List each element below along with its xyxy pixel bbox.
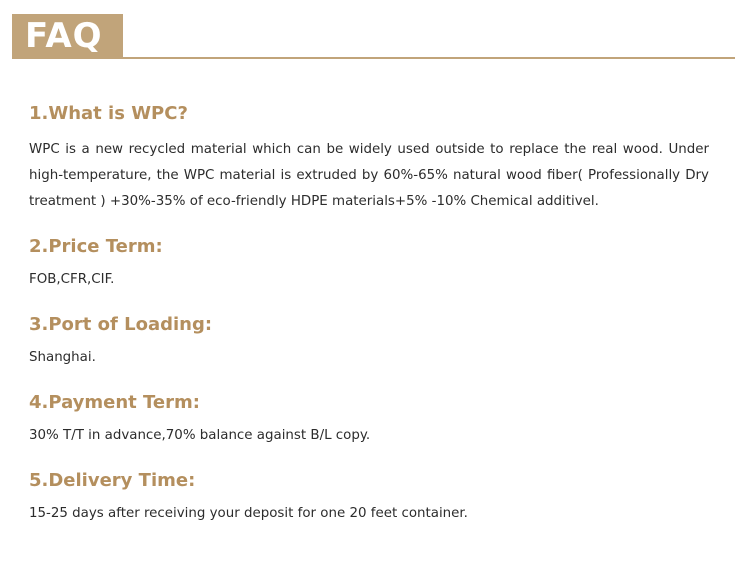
faq-answer: 15-25 days after receiving your deposit for one 20 feet container.: [29, 506, 468, 521]
faq-header: [12, 14, 735, 59]
header-divider: [12, 57, 735, 59]
faq-item-payment-term: [29, 385, 709, 449]
faq-item-what-is-wpc: [29, 96, 709, 215]
faq-question: 4.Payment Term:: [29, 392, 200, 413]
faq-list: [29, 96, 709, 527]
faq-answer: WPC is a new recycled material which can be widely used outside to replace the real wood. Under high-temperature, the WPC material is extruded by 60%-65% natural wood fiber( Professionally Dry treatment ) +30%-35% of eco-friendly HDPE materials+5% -10% Chemical additivel.: [29, 142, 709, 209]
faq-question: 5.Delivery Time:: [29, 470, 196, 491]
faq-answer: Shanghai.: [29, 350, 96, 365]
faq-question: 2.Price Term:: [29, 236, 163, 257]
faq-question: 3.Port of Loading:: [29, 314, 213, 335]
faq-title-box: [12, 14, 123, 57]
page-title: FAQ: [25, 15, 103, 56]
faq-item-delivery-time: [29, 463, 709, 527]
faq-item-price-term: [29, 229, 709, 293]
faq-item-port-of-loading: [29, 307, 709, 371]
faq-answer: 30% T/T in advance,70% balance against B/L copy.: [29, 428, 371, 443]
faq-question: 1.What is WPC?: [29, 103, 188, 124]
faq-answer: FOB,CFR,CIF.: [29, 272, 115, 287]
